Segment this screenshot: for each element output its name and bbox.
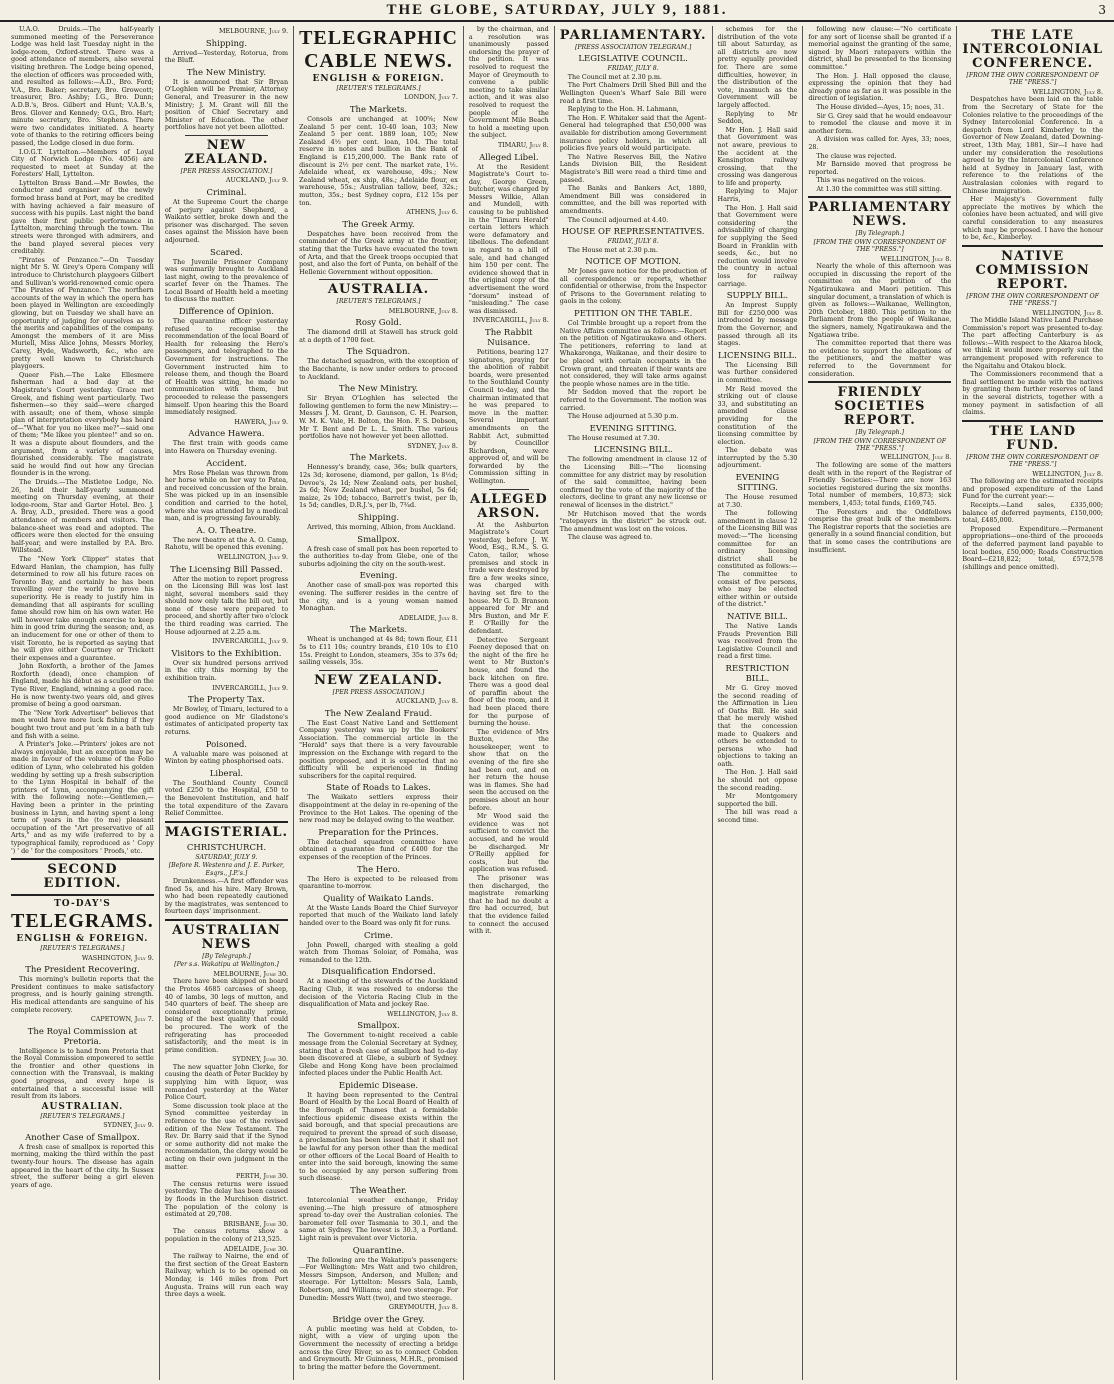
article-montgomery: Mr Montgomery supported the bill.: [717, 792, 798, 808]
article-iogt: I.O.G.T. Lyttelton.—Members of Loyal City of Norwich Lodge (No. 4056) are requested to meet at Sunday at the Foresters' Hall, Lyttelton.: [11, 147, 154, 179]
heading-president: The President Recovering.: [25, 965, 140, 976]
article-supply-bill: An Imprest Supply Bill for £250,000 was introduced by message from the Governor, and passed through all its stages.: [717, 301, 798, 348]
article-advertiser: The "New York Advertiser" believes that men would have more luck fishing if they bought two trout and put 'em in a bath tub and fish with a seine.: [11, 708, 154, 740]
heading-difference: Difference of Opinion.: [178, 307, 275, 318]
article-hall: The Hon. J. Hall said he should not oppose the second reading.: [717, 768, 798, 792]
article-president: This morning's bulletin reports that the President continues to make satisfactory progress, and is hourly gaining strength. His medical attendants are sanguine of his complete recovery.: [11, 975, 154, 1014]
heading-arson: ALLEGED ARSON.: [470, 491, 548, 521]
column-4: [464, 26, 555, 1380]
dateline-friday: FRIDAY, JULY 8.: [607, 65, 659, 73]
article-mistletoe: The Druids.—The Mistletoe Lodge, No. 26, held their half-yearly summoned meeting on Thursday evening, at their lodge-room, Star and Garter Hotel. Bro. J. A. Bray, A.D., presided. There was a good attendance of members and visitors. The balance-sheet was read and adopted. The officers were then elected for the ensuing half-year, and were installed by P.A. Bro. Willstead.: [11, 478, 154, 555]
dateline-press-assoc: [PRESS ASSOCIATION TELEGRAM.]: [574, 44, 692, 51]
article-quarantine: The following are the Wakatipu's passengers:—For Wellington: Mrs Watt and two children, Messrs Simpson, Anderson, and Mullen; and steerage. For Lyttelton: Messrs Sala, Lamb, Robertson, and Williams; and two steerage. For Dunedin: Messrs Watt (two), and two steerage.: [299, 1255, 458, 1302]
article-expenditure: Proposed Expenditure.—Permanent appropriations—one-third of the proceeds of the deferred payment land payable to local bodies, £50,000; Roads Construction Board—£218,822; total, £572,578 (shillings and pence omitted).: [962, 524, 1103, 571]
place-wellington-6: WELLINGTON, July 8.: [1032, 308, 1103, 317]
dateline-telegraph-2: [By Telegraph.]: [855, 230, 904, 238]
article-clerke: The new squatter John Clerke, for causing the death of Peter Buckley by supplying him with liquor, was remanded yesterday at the Water Police Court.: [164, 1062, 289, 1102]
divider: [808, 381, 951, 383]
dateline-reuter-2: [REUTER'S TELEGRAMS.]: [336, 298, 421, 306]
place-timaru: TIMARU, July 8.: [498, 140, 549, 149]
heading-epidemic: Epidemic Disease.: [338, 1080, 419, 1091]
heading-weather: The Weather.: [350, 1186, 407, 1196]
heading-telegraphic: TELEGRAPHIC: [299, 27, 458, 49]
article-agent-general: The Hon. F. Whitaker said that the Agent-General had telegraphed that £50,000 was available for distribution among Government insurance policy holders, in which all policies five years old would participate.: [559, 113, 707, 153]
heading-smallpox: Another Case of Smallpox.: [25, 1132, 140, 1143]
divider: [319, 670, 438, 671]
article-foresters: The Foresters and the Oddfellows comprise the great bulk of the members. The Registrar reports that the societies are generally in a sound financial condition, but that in some cases the contributions are insufficient.: [808, 507, 952, 554]
article-replying: Replying to the Hon. H. Lahmann,: [567, 105, 679, 114]
place-greymouth: GREYMOUTH, July 8.: [388, 1303, 458, 1312]
masthead: [0, 0, 1114, 22]
article-negatived: This was negatived on the voices.: [816, 176, 926, 185]
article-roxforth: John Roxforth, a brother of the James Roxforth (dead), once champion of England, made his début as a sculler on the Tyne River, England, winning a good race. He is now twenty-two years old, and gives promise of being a good oarsman.: [11, 662, 154, 709]
article-scared: The Juvenile Prisoner Company was summarily brought to Auckland last night, owing to the prevalence of scarlet fever on the Thames. The Local Board of Health held a meeting to discuss the matter.: [164, 257, 289, 304]
telegrams-heading: TELEGRAMS.: [11, 910, 154, 933]
article-visitors: Over six hundred persons arrived in the city this morning by the exhibition train.: [164, 658, 289, 683]
heading-markets: The Markets.: [349, 105, 408, 115]
dateline-reuters: [REUTER'S TELEGRAMS.]: [40, 945, 125, 953]
heading-sydney-markets: The Markets.: [349, 453, 408, 464]
place-wellington: WELLINGTON, July 9.: [217, 552, 289, 561]
article-committee-reported: The committee reported that there was no evidence to support the allegations of the petitioners, and the matter was referred to the Government for consideration.: [808, 339, 952, 378]
heading-australia: AUSTRALIA.: [327, 282, 430, 298]
heading-visitors: Visitors to the Exhibition.: [171, 648, 282, 659]
heading-rabbit: The Rabbit Nuisance.: [485, 327, 533, 348]
article-resumed-2: The House resumed at 7.30.: [717, 493, 798, 509]
place-wellington-2: WELLINGTON, July 8.: [387, 1009, 458, 1018]
article-arson-5: The prisoner was then discharged, the magistrate remarking that he had no doubt a fire had occurred, but that the evidence failed to connect the accused with it.: [468, 873, 549, 936]
heading-rosy-gold: Rosy Gold.: [355, 318, 402, 329]
place-sydney-2: SYDNEY, June 30.: [232, 1055, 289, 1064]
second-edition-heading: SECOND EDITION.: [43, 862, 122, 892]
article-princes: The detached squadron committee have obtained a guarantee fund of £400 for the expenses of the reception of the Princes.: [299, 837, 458, 861]
divider: [808, 196, 951, 198]
heading-crime: Crime.: [363, 930, 394, 941]
place-london: LONDON, July 7.: [404, 93, 458, 102]
article-poisoned: A valuable mare was poisoned at Winton by eating phosphorised oats.: [164, 749, 289, 766]
article-magisterial: Drunkenness.—A first offender was fined 5s, and his hire. Mary Brown, who had been repeatedly cautioned by the magistrates, was sentenced to fourteen days' imprisonment.: [164, 876, 289, 916]
column-8: [957, 26, 1108, 1380]
dateline-correspondent-4: [FROM THE OWN CORRESPONDENT OF THE "PRESS."]: [966, 292, 1099, 308]
article-resumed: The House resumed at 7.30.: [567, 433, 660, 442]
article-advance: The first train with goods came into Hawera on Thursday evening.: [164, 439, 289, 455]
heading-new-ministry-2: The New Ministry.: [338, 384, 419, 395]
article-rosy-gold: The diamond drill at Stawell has struck gold at a depth of 1700 feet.: [299, 328, 458, 344]
place-sydney: SYDNEY, July 9.: [103, 1121, 154, 1130]
article-native-bills: The Native Reserves Bill, the Native Lands Division Bill, the Resident Magistrate's Bill were read a third time and passed.: [559, 152, 707, 184]
article-receipts: Receipts.—Land sales, £335,000; balance of deferred payments, £150,000; total, £485,000.: [962, 501, 1103, 525]
heading-english-foreign: ENGLISH & FOREIGN.: [312, 74, 445, 84]
heading-licensing: The Licensing Bill Passed.: [170, 564, 283, 575]
divider: [962, 245, 1103, 247]
place-melbourne-2: MELBOURNE, June 30.: [213, 969, 289, 978]
heading-new-zealand-2: NEW ZEALAND.: [314, 672, 443, 688]
dateline-telegraph: [By Telegraph.]: [202, 952, 251, 960]
columns: [6, 26, 1108, 1380]
heading-bridge: Bridge over the Grey.: [332, 1314, 425, 1325]
article-council-met: The Council met at 2.30 p.m.: [567, 72, 662, 81]
divider: [165, 919, 288, 921]
article-clause-agreed: The clause was agreed to.: [567, 533, 653, 542]
article-arson-1: At the Ashburton Magistrate's Court yesterday, before J. W. Wood, Esq., R.M., S. G. Caton, tailor, whose premises and stock in trade were destroyed by fire a few weeks since, was charged with having set fire to the house. Mr G. D. Branson appeared for Mr and Mrs Buxton, and Mr F. P. O'Reilly for the defendant.: [468, 520, 549, 635]
place-capetown: CAPETOWN, July 7.: [90, 1015, 154, 1024]
heading-criminal: Criminal.: [206, 187, 247, 198]
heading-smallpox-2: Smallpox.: [357, 534, 400, 545]
place-wellington-4: WELLINGTON, July 8.: [880, 453, 952, 462]
heading-restriction: RESTRICTION BILL.: [725, 663, 790, 684]
place-washington: WASHINGTON, July 9.: [81, 953, 154, 962]
article-fraud: The East Coast Native Land and Settlement Company yesterday was up by the Bookers' Association. The commercial article in the "Herald" says that there is a very favourable impression on the Exchange with regard to the position proposed, and it is expected that no difficulty will be experienced in finding subscribers for the capital required.: [299, 718, 458, 780]
heading-greek-army: The Greek Army.: [342, 219, 415, 230]
article-arson-3: The evidence of Mrs Buxton, the housekeeper, went to show that on the evening of the fire she had been out, and on her return the house was in flames. She had seen the accused on the premises about an hour before.: [468, 727, 549, 812]
dateline-press: [PER PRESS ASSOCIATION.]: [180, 167, 273, 175]
heading-cable-news: CABLE NEWS.: [304, 50, 453, 72]
article-synod: Some discussion took place at the Synod committee yesterday in reference to the use of the revised edition of the New Testament. The Rev. Dr. Barry said that if the Synod or some authority did not make the recommendation, the clergy would be acting on their own judgment in the matter.: [164, 1101, 289, 1171]
heading-property-tax: The Property Tax.: [188, 695, 265, 706]
article-banks: The Banks and Bankers Act, 1880, Amendment Bill was considered in committee, and the bill was reported with amendments.: [559, 184, 707, 215]
dateline-correspondent-5: [FROM THE OWN CORRESPONDENT OF THE "PRESS."]: [966, 453, 1099, 469]
article-epidemic: It having been represented to the Central Board of Health by the Local Board of Health of the Borough of Thames that a formidable infectious epidemic disease exists within the said borough, and that special precautions are required to prevent the spread of such disease, a proclamation has been issued that it shall not be lawful for any person other than the medical or other officers of the Local Board of Health to enter into the said borough, knowing the same to be occupied by any person suffering from such disease.: [299, 1090, 458, 1183]
heading-scared: Scared.: [210, 247, 243, 258]
article-new-ministry: It is announced that Sir Bryan O'Loghlen will be Premier, Attorney General, and Treasurer in the new Ministry; J. M. Grant will fill the position of Chief Secretary and Minister of Education. The other portfolios have not yet been allotted.: [164, 77, 289, 132]
dateline-correspondent: [FROM THE OWN CORRESPONDENT OF THE "PRESS."]: [813, 238, 947, 254]
heading-evening-sitting: EVENING SITTING.: [589, 423, 677, 434]
column-3: [294, 26, 464, 1380]
article-perth-census: The census returns were issued yesterday. The delay has been caused by floods in the Murchison district. The population of the colony is estimated at 29,708.: [164, 1179, 289, 1219]
column-6: [713, 26, 804, 1380]
article-property-tax: Mr Bowley, of Timaru, lectured to a good audience on Mr Gladstone's estimates of anticipated property tax returns.: [164, 705, 289, 736]
article-protos: There have been shipped on board the Protos 4685 carcases of sheep, 40 of lambs, 30 legs of mutton, and 540 quarters of beef. The sheep are considered exceptionally prime, being of the best quality that could be procured. The work of the refrigerating has proceeded satisfactorily, and the meat is in prime condition.: [164, 977, 289, 1054]
article-arson-4: Mr Wood said the evidence was not sufficient to convict the accused, and he would be discharged. Mr O'Reilly applied for costs, but the application was refused.: [468, 812, 549, 874]
heading-advance: Advance Hawera.: [188, 429, 265, 440]
heading-liberal: Liberal.: [209, 768, 244, 779]
dateline-magisterial: SATURDAY, JULY 9.: [195, 853, 258, 861]
heading-parliamentary: PARLIAMENTARY.: [559, 28, 707, 43]
place-adelaide: ADELAIDE, June 30.: [223, 1244, 289, 1253]
masthead-title: THE GLOBE, SATURDAY, JULY 9, 1881.: [386, 1, 728, 18]
heading-smallpox-3: Smallpox.: [357, 1021, 400, 1032]
divider: [489, 489, 529, 490]
heading-evening: Evening.: [359, 571, 398, 582]
heading-fraud: The New Zealand Fraud.: [324, 708, 433, 719]
article-licensing-committee: The Licensing Bill was further considered in committee.: [717, 360, 798, 384]
place-hawera: HAWERA, July 9.: [234, 417, 289, 426]
article-evening: Another case of small-pox was reported this evening. The sufferer resides in the centre of the city, and is a young woman named Monaghan.: [299, 581, 458, 613]
article-kimberley: Her Majesty's Government fully appreciate the motives by which the colonies have been actuated, and will give careful consideration to any measures which may be proposed. I have the honour to be, &c., Kimberley.: [962, 195, 1103, 242]
heading-petition: PETITION ON THE TABLE.: [573, 309, 693, 320]
heading-evening-sitting-2: EVENING SITTING.: [735, 473, 780, 494]
todays-heading: TO-DAY'S: [54, 899, 111, 910]
article-railway: The railway to Nairne, the end of the first section of the Great Eastern Railway, which is to be opened on Monday, is 146 miles from Port Augusta. Trains will run each way three days a week.: [164, 1252, 289, 1299]
divider: [165, 821, 288, 823]
dateline-press-2: [PER PRESS ASSOCIATION.]: [332, 688, 425, 696]
article-rejected: The clause was rejected.: [816, 151, 897, 160]
heading-australian-news: AUSTRALIAN NEWS: [172, 922, 281, 952]
article-licensing: After the motion to report progress on the Licensing Bill was lost last night, several members said they should now only talk the bill out, but none of these were prepared to proceed, and shortly after two o'clock the third reading was carried. The House adjourned at 2.25 a.m.: [164, 574, 289, 636]
article-new-clause: following new clause:—"No certificate for any sort of license shall be granted if a memorial against the granting of the same, signed by Maori ratepayers within the district, shall be presented to the licensing committee.": [808, 25, 952, 71]
heading-princes: Preparation for the Princes.: [318, 827, 439, 838]
heading-land-fund: THE LAND FUND.: [989, 423, 1077, 453]
article-reid: Mr Reid moved the striking out of clause 33, and substituting an amended clause providing for the constitution of the licensing committee by election.: [717, 384, 798, 446]
article-greek-army: Despatches have been received from the commander of the Greek army at the frontier, stating that the Turks have evacuated the town of Arta, and that the Greek troops occupied that post, and also the fort of Punta, on behalf of the Hellenic Government without opposition.: [299, 229, 458, 276]
article-second-time: The bill was read a second time.: [717, 808, 798, 825]
article-shipping-2: Arrived, this morning, Albion, from Auckland.: [307, 522, 456, 531]
heading-magisterial: MAGISTERIAL.: [164, 824, 289, 840]
article-sydney-markets: Hennessy's brandy, case, 36s; bulk quarters, 12s 3d; kerosene, diamond, per gallon, 1s 8½d; Devoe's, 2s 1d; New Zealand oats, per bushel, 2s 6d; New Zealand wheat, per bushel, 5s 6d; maize, 2s 10d; tobacco, Barrett's twist, per lb, 1s 5d; candles, D.R.J.'s, per lb, 7¾d.: [299, 463, 458, 510]
article-squadron: The detached squadron, with the exception of the Bacchante, is now under orders to proceed to Auckland.: [299, 357, 458, 381]
place-wellington-7: WELLINGTON, July 8.: [1032, 469, 1103, 478]
place-athens: ATHENS, July 6.: [406, 208, 458, 217]
heading-licensing-bill: LICENSING BILL.: [593, 445, 673, 456]
heading-roads: State of Roads to Lakes.: [326, 783, 431, 794]
article-smallpox: A fresh case of smallpox is reported this morning, making the third within the past twenty-four hours. The disease has again appeared in the heart of the city. In Sussex street, the sufferer being a girl eleven years of age.: [11, 1142, 154, 1189]
place-invercargill: INVERCARGILL, July 9.: [212, 637, 289, 646]
article-debate: The debate was interrupted by the 5.30 adjournment.: [717, 446, 798, 470]
article-native-bill: The Native Lands Frauds Prevention Bill was received from the Legislative Council and read a first time.: [717, 621, 798, 661]
article-house-met: The House met at 2.30 p.m.: [567, 245, 658, 254]
heading-christchurch: CHRISTCHURCH.: [186, 842, 267, 853]
article-disqualification: At a meeting of the stewards of the Auckland Racing Club, it was resolved to endorse the decision of the Victoria Racing Club in the disqualification of Mata and jockey Rae.: [299, 977, 458, 1009]
heading-notice: NOTICE OF MOTION.: [585, 257, 681, 268]
heading-native-commission: NATIVE COMMISSION REPORT.: [975, 248, 1090, 292]
article-petition: Col Trimble brought up a report from the Native Affairs committee as follows:—Report on the petition of Ngatiraukawa and others. The petitioners, referring to land at Whakaronga, Waikanae, and their desire to be placed with certain occupants in the Crown grant, and threaten if their wants are not considered, they will take arms against the people whose names are in the title.: [559, 319, 707, 388]
article-brisbane-census: The census returns show a population in the colony of 213,525.: [164, 1227, 289, 1243]
place-melbourne-3: MELBOURNE, July 8.: [388, 306, 458, 315]
article-weather: Intercolonial weather exchange, Friday evening.—The high pressure of atmosphere spread to-day over the Australian colonies. The barometer fell over Tasmania to 30.1, and the same at Sydney. The lowest is 30.3, a Portland. Light rain is prevalent over Victoria.: [299, 1196, 458, 1242]
dateline-reuter: [REUTER'S TELEGRAMS.]: [336, 85, 421, 92]
heading-new-zealand: NEW ZEALAND.: [184, 137, 269, 167]
article-difference: The quarantine officer yesterday refused to recognise the recommendation of the local Board of Health for releasing the Hero's passengers, and telegraphed to the Government for instructions. The Government instructed him to release them, and though the Board of Health was sitting, he made no communication with them, but proceeded to release the passengers himself. Upon hearing this the Board immediately resigned.: [164, 317, 289, 417]
column-5: [555, 26, 713, 1380]
place-auckland-2: AUCKLAND, July 8.: [395, 697, 458, 706]
article-recommend: The Commissioners recommend that a final settlement be made with the natives by granting them further reserves of land in the several districts, together with a money payment in satisfaction of all claims.: [962, 370, 1103, 417]
article-royal-commission: Intelligence is to hand from Pretoria that the Royal Commission empowered to settle the frontier and other questions in connection with the Transvaal, is making good progress, and every hope is entertained that a successful issue will result from its labors.: [11, 1046, 154, 1101]
place-adelaide-2: ADELAIDE, July 8.: [399, 613, 458, 622]
article-hall-opposed: The Hon. J. Hall opposed the clause, expressing the opinion that they had already gone as far as it was possible in the direction of legislation.: [808, 71, 952, 103]
article-division-2: A division was called for. Ayes, 33; noes, 28.: [808, 135, 952, 151]
article-crime: John Powell, charged with stealing a gold watch from Thomas Soloiar, of Pomaha, was remanded to the 12th.: [299, 940, 458, 964]
place-invercargill-3: INVERCARGILL, July 8.: [472, 316, 549, 325]
heading-friendly-societies: FRIENDLY SOCIETIES REPORT.: [834, 385, 926, 429]
divider: [962, 420, 1103, 422]
article-house-adjourned: The House adjourned at 5.30 p.m.: [567, 412, 679, 421]
article-clipper: The "New York Clipper" states that Edward Hanlan, the champion, has fully determined to row all his future races on Toronto Bay, and certainly he has been travelling over the world to prove his superiority. He is ready to justify him in demanding that all aspirants for sculling fame should row him on his own water. He will however take enough exercise to keep him in good trim during the season; and, as an inducement for one or other of them to visit Toronto, he is reported as saying that he will give either Courtney or Trickett their expenses and a guarantee.: [11, 554, 154, 662]
article-clause-12: The following amendment in clause 12 of the Licensing Bill was moved:—"The licensing committee for an ordinary licensing district shall be constituted as follows:—The committee to consist of five persons, who may be elected either within or outside of the district.": [717, 509, 798, 609]
article-barnside: Mr Barnside moved that progress be reported.: [808, 160, 952, 176]
article-ngatiraukawa: Nearly the whole of this afternoon was occupied in discussing the report of the committee on the petition of the Ngatiraukawa and Maori petition. This singular document, a translation of which is given as follows:—Waikanae, Wellington, 20th October, 1880. This petition to the Parliament from the people of Waikanae, the signers, namely, Ngatiraukawa and the Ngatiawa tribe.: [808, 262, 952, 339]
heading-new-ministry: The New Ministry.: [186, 67, 267, 78]
article-adjourned: The Council adjourned at 4.40.: [567, 215, 669, 224]
dateline-telegraph-3: [By Telegraph.]: [855, 429, 904, 437]
article-seed-board: The Hon. J. Hall said that Government were considering the advisability of charging for supplying the Seed Board in Franklin with seeds, &c., but no reduction would involve the country in actual loss for railway carriage.: [717, 203, 798, 288]
article-liberal: The Southland County Council voted £250 to the Hospital, £50 to the Benevolent Institution, and half the total expenditure of the Zavara Relief Committee.: [164, 778, 289, 818]
heading-supply-bill: SUPPLY BILL.: [726, 291, 789, 302]
divider: [319, 279, 438, 280]
heading-conference: THE LATE INTERCOLONIAL CONFERENCE.: [962, 28, 1103, 71]
article-druids: U.A.O. Druids.—The half-yearly summoned meeting of the Perseverance Lodge was held last Tuesday night in the lodge-room, Oxford-street. There was a good attendance of members, also several visiting brethren. The Lodge being opened, the election of officers was proceeded with, and resulted as follows:—A.D., Bro. Ford; V.A., Bro. Baker; secretary, Bro. Growcott; treasurer, Bro. Ashby; I.G., Bro. Dunn; A.D.B.'s, Bros. Gilbert and Hunt; V.A.B.'s, Bros. Glover and Kennedy; O.G., Bro. Hart; minute secretary, Bro. Stephens. There were two candidates initiated. A hearty vote of thanks to the retiring officers being passed, the Lodge closed in due form.: [11, 25, 154, 147]
article-seddon: Mr Seddon moved that the report be referred to the Government. The motion was carried.: [559, 388, 707, 412]
place-perth: PERTH, June 30.: [235, 1172, 289, 1181]
article-accident: Mrs Rose Phelan was thrown from her horse while on her way to Patea, and received concussion of the brain. She was picked up in an insensible condition and carried to the hotel, where she was attended by a medical man, and is progressing favourably.: [164, 468, 289, 523]
dateline-reuters-2: [REUTER'S TELEGRAMS.]: [40, 1112, 125, 1120]
english-foreign-heading: ENGLISH & FOREIGN.: [16, 934, 149, 945]
heading-parliamentary-news: PARLIAMENTARY NEWS.: [808, 200, 952, 230]
article-grey-remodel: Sir G. Grey said that he would endeavour to remodel the clause and move it in another form.: [808, 111, 952, 135]
article-petition-cont: by the chairman, and a resolution was unanimously passed endorsing the prayer of the petition. It was resolved to request the Mayor of Greymouth to convene a public meeting to take similar action, and it was also resolved to request the people of the Government Mile Beach to hold a meeting upon the subject.: [468, 25, 549, 140]
article-replying-harris: Replying to Major Harris,: [717, 187, 798, 204]
article-waikato-lands: At the Waste Lands Board the Chief Surveyor reported that much of the Waikato land lately handed over to the Board was only fit for runs.: [299, 903, 458, 927]
article-roads: The Waikato settlers express their disappointment at the delay in re-opening of the Province to the Hot Lakes. The opening of the new road may be delayed owing to the weather.: [299, 793, 458, 825]
article-shipping: Arrived—Yesterday, Rotorua, from the Bluff.: [164, 48, 289, 65]
page-number: 3: [1098, 3, 1106, 17]
heading-ao-theatre: A. O. Theatre.: [196, 525, 257, 536]
article-smallpox-3: The Government to-night received a cable message from the Colonial Secretary at Sydney, stating that a fresh case of smallpox had to-day been discovered at Glebe, a suburb of Sydney. Glebe and Hong Kong have been proclaimed infected places under the Public Health Act.: [299, 1031, 458, 1078]
heading-royal-commission: The Royal Commission at Pretoria.: [27, 1026, 138, 1047]
column-7: [803, 26, 957, 1380]
place-sydney-3: SYDNEY, July 8.: [407, 441, 458, 450]
heading-house: HOUSE OF REPRESENTATIVES.: [561, 227, 705, 238]
article-queer-fish: Queer Fish.—The Lake Ellesmere fisherman had a bad day at the Magistrate's Court yesterday. Grace met Greek, and fishing went particularly. Two fishermen—so they said—were charged with assault; one of them, whose simple plan of interpretation everybody has heard of—"What for you no likee me?"—said one of them; "Me likee you plentee!" and so on. It was a dispute about flounders, and the argument, from a variety of causes, flourished considerably. The magistrate said he would find out how any Grecian flounder is in the wrong.: [11, 370, 154, 478]
heading-libel: Alleged Libel.: [479, 152, 539, 163]
heading-native-bill: NATIVE BILL.: [727, 611, 788, 622]
place-brisbane: BRISBANE, June 30.: [223, 1219, 289, 1228]
article-ao-theatre: The new theatre at the A. O. Camp, Rahotu, will be opened this evening.: [164, 535, 289, 552]
place-wellington-3: WELLINGTON, July 8.: [880, 254, 952, 263]
heading-legislative-council: LEGISLATIVE COUNCIL.: [578, 54, 688, 65]
heading-adelaide-markets: The Markets.: [349, 625, 408, 636]
article-adelaide-markets: Wheat is unchanged at 4s 8d; town flour, £11 5s to £11 10s; country brands, £10 10s to £10 15s. Freight to London, steamers, 35s to 37s 6d; sailing vessels, 35s.: [299, 635, 458, 667]
article-pirates: "Pirates of Penzance."—On Tuesday night Mr S. W. Grey's Opera Company will introduce to Christchurch playgoers Gilbert and Sullivan's world-renowned comic opera "The Pirates of Penzance." The northern accounts of the way in which the opera has been played in Wellington are exceedingly glowing, but on Tuesday we shall have an opportunity of judging for ourselves as to the merits and capabilities of the company. Amongst the members of it are Miss Muriell, Miss Alice Johns, Messrs Morley, Carey, Hyde, Wadsworth, &c., who are pretty well known to Christchurch playgoers.: [11, 255, 154, 371]
article-akaroa: The Middle Island Native Land Purchase Commission's report was presented to-day. The part affecting Canterbury is as follows:—With respect to the Akaroa block, we think it would more properly suit the arrangement proposed with reference to the Ngaitahu and Otakou block.: [962, 316, 1103, 370]
article-affirmation: Mr G. Grey moved the second reading of the Affirmation in Lieu of Oaths Bill. He said that he merely wished that the concession made to Quakers and others be extended to persons who had objections to taking an oath.: [717, 683, 798, 768]
article-smallpox-2: A fresh case of small pox has been reported to the authorities to-day from Glebe, one of the suburbs adjoining the city on the south-west.: [299, 544, 458, 568]
article-licensing-clause: The following amendment in clause 12 of the Licensing Bill:—"The licensing committee for any district may by resolution of the said committee, having been confirmed by the vote of the majority of the electors, decline to grant any new license or renewal of licenses in the district.": [559, 455, 707, 509]
dateline-wakatipu: [Per s.s. Wakatipu at Wellington.]: [174, 961, 279, 969]
article-notice: Mr Jones gave notice for the production of all correspondence or reports, whether confidential or otherwise, from the Inspector of Prisons to the Government relating to gaols in the colony.: [559, 267, 707, 306]
article-hutchison: Mr Hutchison moved that the words "ratepayers in the district" be struck out. The amendment was lost on the voices.: [559, 509, 707, 533]
heading-poisoned: Poisoned.: [205, 739, 248, 750]
divider: [11, 894, 154, 896]
dateline-magistrates: [Before R. Westenra and J. E. Parker, Esqrs., J.P.'s.]: [168, 862, 285, 877]
heading-licensing-bill-2: LICENSING BILL.: [718, 350, 797, 361]
dateline-correspondent-2: [FROM THE OWN CORRESPONDENT OF THE "PRESS."]: [813, 437, 947, 452]
article-receipts-intro: The following are the estimated receipts and proposed expenditure of the Land Fund for the current year:—: [962, 477, 1103, 501]
column-1: [6, 26, 160, 1380]
dateline-correspondent-3: [FROM THE OWN CORRESPONDENT OF THE "PRESS."]: [966, 72, 1099, 87]
heading-accident: Accident.: [206, 458, 247, 469]
dateline-friday-2: FRIDAY, JULY 8.: [607, 238, 659, 246]
article-hero: The Hero is expected to be released from quarantine to-morrow.: [299, 874, 458, 891]
article-registrar: The following are some of the matters dealt with in the report of the Registrar of Friendly Societies:—There are now 163 societies registered during the six months. Total number of members, 10,873; sick members, 1,453; total funds, £169,745.: [808, 461, 952, 507]
column-2: [160, 26, 294, 1380]
article-vote-distribution: schemes for the distribution of the vote till about Saturday, as all districts are now pretty equally provided for. There are some difficulties, however, in the distribution of the vote, inasmuch as the Government will be largely affected.: [717, 25, 798, 109]
heading-shipping: Shipping.: [205, 38, 248, 49]
article-brass-band: Lyttelton Brass Band.—Mr Bowles, the conductor and organiser of the newly formed brass band at Port, may be credited with having achieved a fair measure of success with his pupils. Last night the band gave their first public performance in Lyttelton, marching through the town. The streets were thronged with admirers, and the band played several pieces very creditably.: [11, 178, 154, 256]
divider: [11, 858, 154, 860]
place-wellington-5: WELLINGTON, July 8.: [1032, 87, 1103, 96]
heading-squadron: The Squadron.: [346, 347, 411, 358]
place-invercargill-2: INVERCARGILL, July 9.: [212, 683, 289, 692]
place-auckland: AUCKLAND, July 9.: [225, 176, 289, 185]
article-rabbit: Petitions, bearing 127 signatures, praying for the abolition of rabbit boards, were presented to the Southland County Council to-day, and the chairman intimated that he was prepared to move in the matter. Several important amendments on the Rabbit Act, submitted by Councillor Richardson, were approved of, and will be forwarded by the Commission sitting in Wellington.: [468, 347, 549, 486]
article-kensington: Mr Hon. J. Hall said that Government was not aware, previous to the accident at the Kensington railway crossing, that the crossing was dangerous to life and property.: [717, 125, 798, 187]
article-arson-2: Detective Sergeant Feeney deposed that on the night of the fire he went to Mr Buxton's house, and found the back kitchen on fire. There was a good deal of paraffin about the floor of the room, and it had been placed there for the purpose of burning the house.: [468, 635, 549, 728]
article-replying-seddon: Replying to Mr Seddon,: [717, 109, 798, 126]
article-libel: At the Resident Magistrate's Court to-day, George Green, butcher, was charged by Messrs Wilkie, Allan and Mundell, with causing to be published in the "Timaru Herald" certain letters which were defamatory and libellous. The defendant in regard to a bill of sale, and had changed him 150 per cent. The evidence showed that in the original copy of the advertisement the word "dorsum" instead of "misleading." The case was dismissed.: [468, 162, 549, 315]
article-new-ministry-2: Sir Bryan O'Loghlen has selected the following gentlemen to form the new Ministry:—Messrs J. M. Grant, D. Gaunson, C. H. Pearson, W. M. K. Vale, H. Bolton, the Hon. F. S. Dobson, Mr T. Bent and Dr L. L. Smith. The various portfolios have not however yet been allotted.: [299, 394, 458, 441]
heading-australian: AUSTRALIAN.: [41, 1101, 124, 1112]
article-still-sitting: At 1.30 the committee was still sitting.: [816, 184, 942, 193]
heading-hero: The Hero.: [356, 864, 401, 875]
article-division-1: The House divided—Ayes, 15; noes, 31.: [816, 102, 944, 111]
heading-disqualification: Disqualification Endorsed.: [321, 967, 436, 978]
heading-shipping-2: Shipping.: [357, 512, 400, 523]
article-drill-shed: The Port Chalmers Drill Shed Bill and the Wellington Queen's Wharf Sale Bill were read a first time.: [559, 81, 707, 105]
article-bridge: A public meeting was held at Cobden, to-night, with a view of urging upon the Government the necessity of erecting a bridge across the Grey River, so as to connect Cobden and Greymouth. Mr Guinness, M.H.R., promised to bring the matter before the Government.: [299, 1324, 458, 1371]
divider: [185, 135, 268, 136]
article-printers-joke: A Printer's Joke.—Printers' jokes are not always enjoyable, but an exception may be made in favour of the volume of the Folio edition of Lynn, who celebrated his golden wedding by setting up a fresh subscription to the Lynn Hospital in behalf of the printers of Lynn, accompanying the gift with the following note:—Gentlemen,—Having been a printer in the printing business in Lynn, and having spent a long term of years in the (to me) pleasant occupation of the "Art preservative of all Arts," and as my wife (referred to by a typographical family, reproduced as ' Copy ') ' de ' for the compositors ' Proofs,' etc.: [11, 740, 154, 855]
place-melbourne: MELBOURNE, July 9.: [218, 27, 289, 35]
heading-quarantine: Quarantine.: [352, 1245, 405, 1256]
article-criminal: At the Supreme Court the charge of perjury against Shepherd, a Waikato settler, broke down and the prisoner was discharged. The seven cases against the Mission have been adjourned.: [164, 197, 289, 244]
article-london-markets: Consols are unchanged at 100⅝; New Zealand 5 per cent. 10-40 loan, 103; New Zealand 5 per cent. 1889 loan, 105; New Zealand 4½ per cent. loan, 104. The total reserve in notes and bullion in the Bank of England is £15,200,000. The Bank rate of discount is 2½ per cent. The market rate, 1½. Adelaide wheat, ex warehouse, 49s.; New Zealand wheat, ex ship, 48s.; Adelaide flour, ex warehouse, 55s.; Australian tallow, beef, 32s.; mutton, 35s.; best Sydney copra, £12 15s per ton.: [299, 115, 458, 207]
article-despatches: Despatches have been laid on the table from the Secretary of State for the Colonies relative to the proceedings of the Sydney Intercolonial Conference. In a despatch from Lord Kimberley to the Governor of New Zealand, dated Downing-street, 13th May, 1881, Sir—I have had under my consideration the resolutions agreed to by the Intercolonial Conference held at Sydney in January last, with reference to the relations of the Australasian colonies with regard to Chinese immigration.: [962, 95, 1103, 195]
heading-waikato-lands: Quality of Waikato Lands.: [323, 893, 434, 904]
